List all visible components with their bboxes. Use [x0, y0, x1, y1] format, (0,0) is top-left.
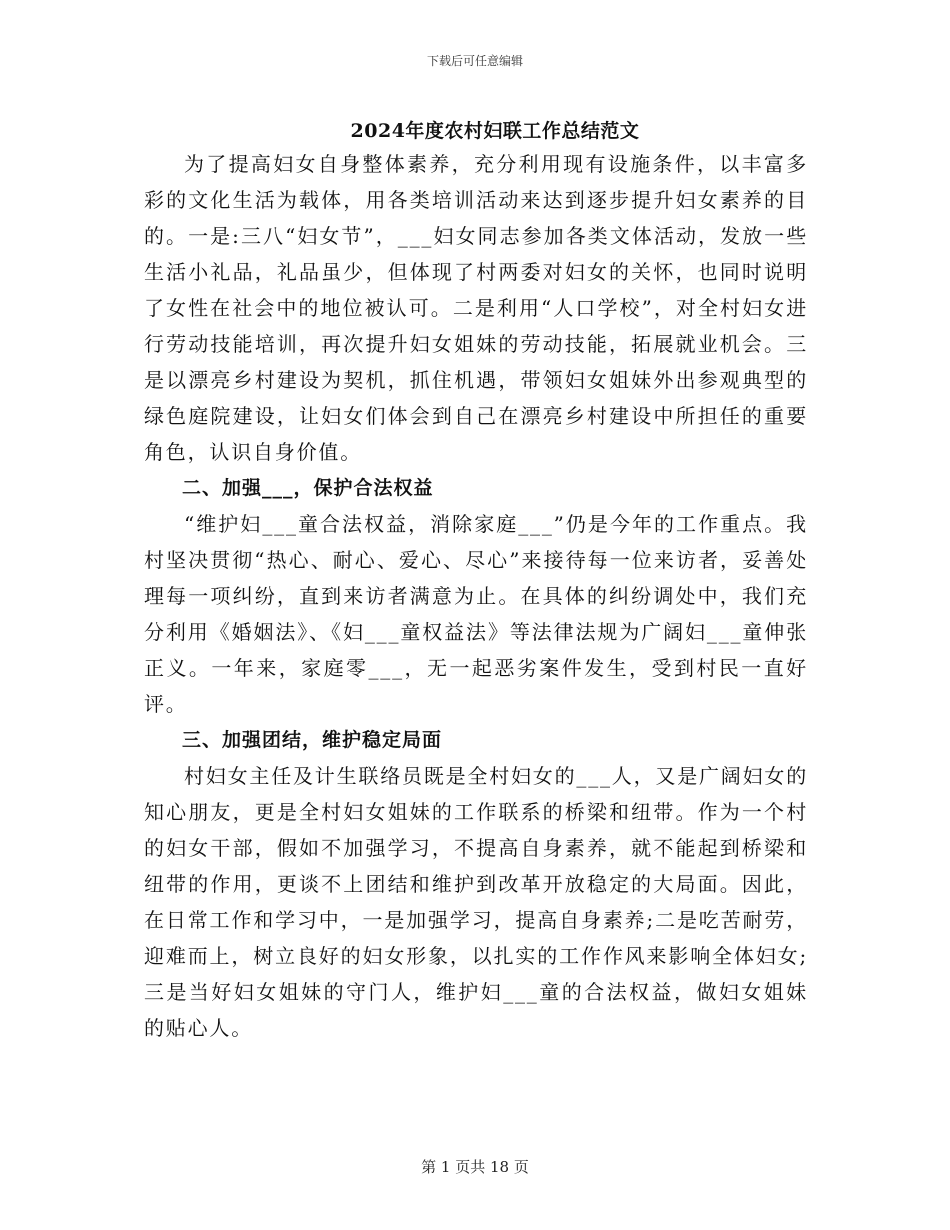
page-number-footer: 第 1 页共 18 页 — [421, 1158, 529, 1176]
paragraph-3: 村妇女主任及计生联络员既是全村妇女的___人，又是广阔妇女的知心朋友，更是全村妇女姐妹的工作联系的桥梁和纽带。作为一个村的妇女干部，假如不加强学习，不提高自身素养，就不能起到桥梁和纽带的作用，更谈不上团结和维护到改革开放稳定的大局面。因此，在日常工作和学习中，一是加强学习，提高自身素养;二是吃苦耐劳，迎难而上，树立良好的妇女形象，以扎实的工作作风来影响全体妇女;三是当好妇女姐妹的守门人，维护妇___童的合法权益，做妇女姐妹的贴心人。 — [144, 764, 808, 1040]
section-heading-2: 二、加强___，保护合法权益 — [182, 477, 434, 499]
document-title: 2024年度农村妇联工作总结范文 — [350, 120, 640, 142]
paragraph-1: 为了提高妇女自身整体素养，充分利用现有设施条件，以丰富多彩的文化生活为载体，用各类培训活动来达到逐步提升妇女素养的目的。一是:三八“妇女节”，___妇女同志参加各类文体活动，发放一些生活小礼品，礼品虽少，但体现了村两委对妇女的关怀，也同时说明了女性在社会中的地位被认可。二是利用“人口学校”，对全村妇女进行劳动技能培训，再次提升妇女姐妹的劳动技能，拓展就业机会。三是以漂亮乡村建设为契机，抓住机遇，带领妇女姐妹外出参观典型的绿色庭院建设，让妇女们体会到自己在漂亮乡村建设中所担任的重要角色，认识自身价值。 — [144, 152, 808, 464]
section-heading-3: 三、加强团结，维护稳定局面 — [182, 729, 443, 751]
paragraph-2: “维护妇___童合法权益，消除家庭___”仍是今年的工作重点。我村坚决贯彻“热心、耐心、爱心、尽心”来接待每一位来访者，妥善处理每一项纠纷，直到来访者满意为止。在具体的纠纷调处中，我们充分利用《婚姻法》、《妇___童权益法》等法律法规为广阔妇___童伸张正义。一年来，家庭零___，无一起恶劣案件发生，受到村民一直好评。 — [144, 512, 808, 716]
page-header-note: 下载后可任意编辑 — [426, 54, 523, 68]
document-body — [144, 146, 808, 1046]
